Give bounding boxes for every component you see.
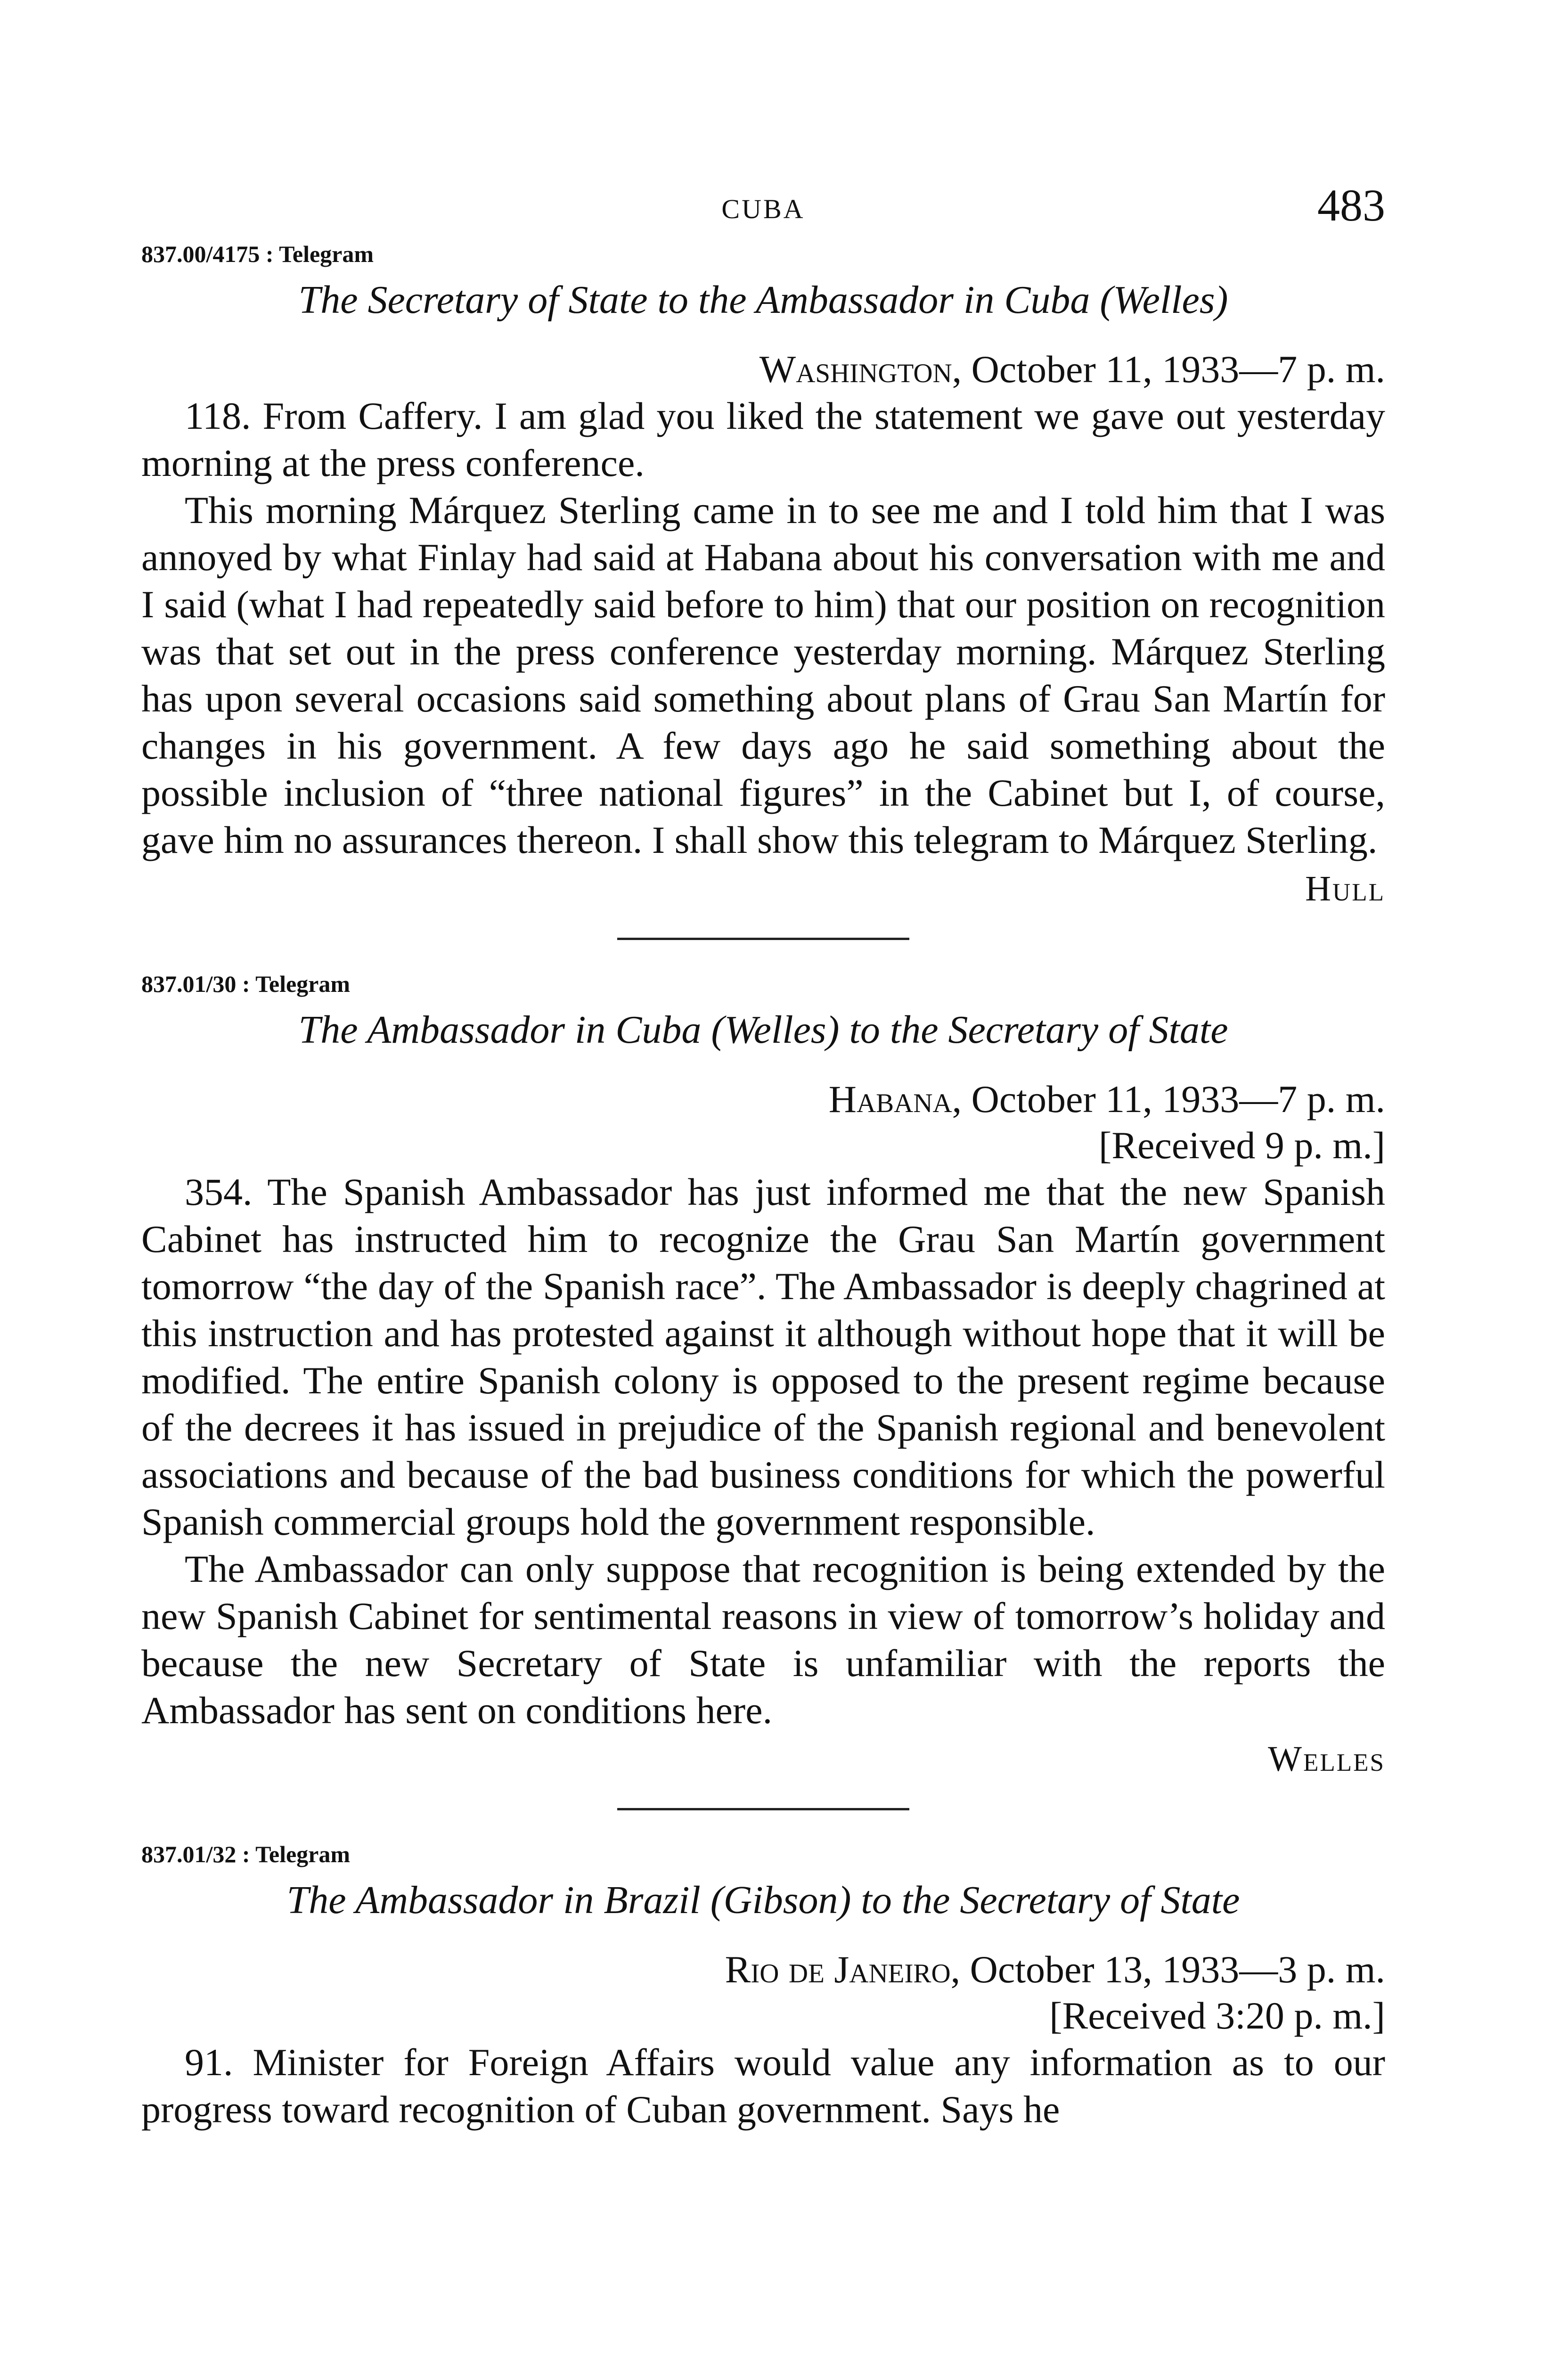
- dateline: [141, 1076, 1385, 1169]
- body-paragraph: 118. From Caffery. I am glad you liked the statement we gave out yesterday morning at the press conference.: [141, 394, 1385, 484]
- running-title: CUBA: [721, 194, 805, 224]
- file-reference: 837.00/4175 : Telegram: [141, 241, 374, 267]
- body-paragraph: The Ambassador can only suppose that recognition is being extended by the new Spanish Cabinet for sentimental reasons in view of tomorrow’s holiday and because the new Secretary of State is unfamiliar with the reports the Ambassador has sent on conditions here.: [141, 1547, 1385, 1732]
- dateline-place: Rio de Janeiro,: [725, 1948, 961, 1991]
- signature: Welles: [1268, 1739, 1385, 1779]
- dateline-place: Habana,: [828, 1078, 962, 1121]
- telegram-entry: [141, 1841, 1385, 2133]
- telegram-entry: [141, 240, 1385, 909]
- file-reference: 837.01/32 : Telegram: [141, 1841, 351, 1867]
- dateline: [141, 346, 1385, 393]
- dateline-place: Washington,: [759, 348, 962, 391]
- telegram-entry: [141, 970, 1385, 1780]
- body-paragraph: 354. The Spanish Ambassador has just informed me that the new Spanish Cabinet has instructed him to recognize the Grau San Martín government tomorrow “the day of the Spanish race”. The Ambassador is deeply chagrined at this instruction and has protested against it although without hope that it will be modified. The entire Spanish colony is opposed to the present regime because of the decrees it has issued in prejudice of the Spanish regional and benevolent associations and because of the bad business conditions for which the powerful Spanish commercial groups hold the government responsible.: [141, 1170, 1385, 1543]
- section-divider: [617, 938, 909, 940]
- dateline: [141, 1947, 1385, 2039]
- body-paragraph: This morning Márquez Sterling came in to see me and I told him that I was annoyed by what Finlay had said at Habana about his conversation with me and I said (what I had repeatedly said before to him) that our position on recognition was that set out in the press conference yesterday morning. Márquez Sterling has upon several occasions said something about plans of Grau San Martín for changes in his government. A few days ago he said something about the possible inclusion of “three national figures” in the Cabinet but I, of course, gave him no assurances thereon. I shall show this telegram to Márquez Sterling.: [141, 489, 1385, 861]
- dateline-date: October 11, 1933—7 p. m.: [971, 348, 1385, 391]
- dateline-date: October 13, 1933—3 p. m.: [970, 1948, 1385, 1991]
- received-note: [Received 9 p. m.]: [1099, 1124, 1385, 1167]
- document-page: [141, 179, 1385, 2133]
- body-paragraph: 91. Minister for Foreign Affairs would value any information as to our progress toward recognition of Cuban government. Says he: [141, 2041, 1385, 2131]
- document-title: The Ambassador in Brazil (Gibson) to the Secretary of State: [286, 1878, 1240, 1922]
- page-number: 483: [1317, 180, 1385, 230]
- document-title: The Ambassador in Cuba (Welles) to the Secretary of State: [298, 1008, 1228, 1052]
- signature: Hull: [1305, 869, 1385, 908]
- file-reference: 837.01/30 : Telegram: [141, 971, 351, 997]
- section-divider: [617, 1808, 909, 1810]
- received-note: [Received 3:20 p. m.]: [1049, 1994, 1385, 2037]
- running-header: [141, 179, 1385, 240]
- dateline-date: October 11, 1933—7 p. m.: [971, 1078, 1385, 1121]
- document-title: The Secretary of State to the Ambassador in Cuba (Welles): [298, 278, 1228, 322]
